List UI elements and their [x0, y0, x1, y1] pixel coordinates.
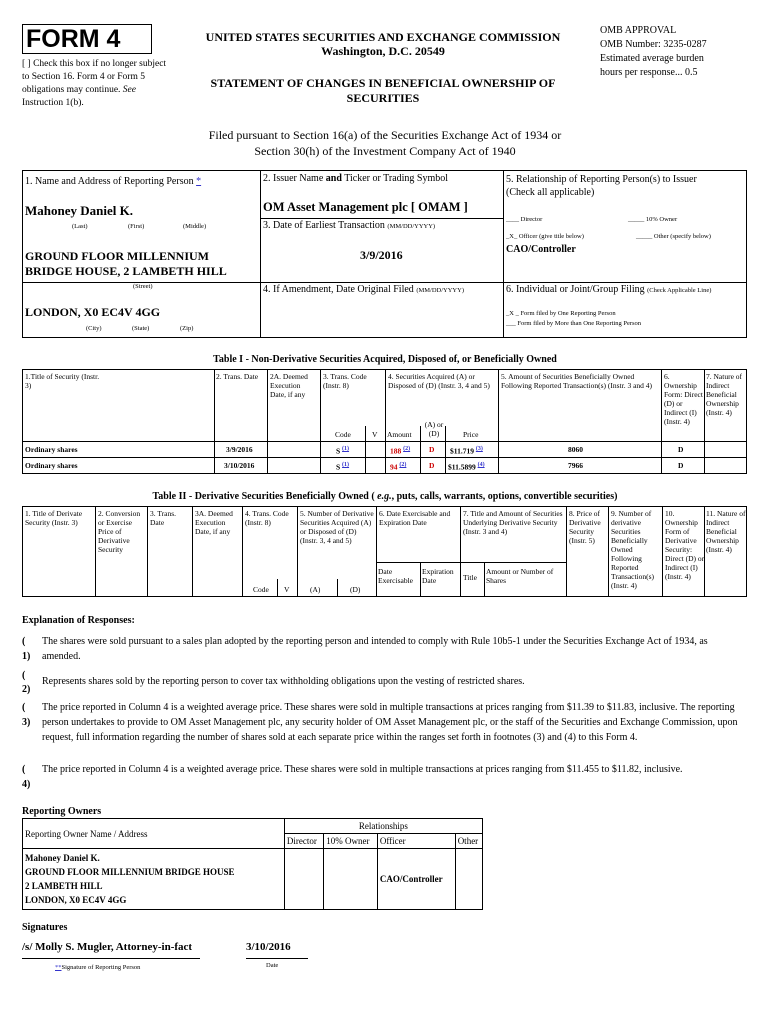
filed-line2: Section 30(h) of the Investment Company Act of 1940 [254, 144, 516, 158]
t2-sub-exp: Expiration Date [422, 567, 454, 585]
date-label: Date [266, 962, 279, 969]
owner-officer-title: CAO/Controller [377, 849, 455, 910]
note3-num: ( 3) [22, 702, 31, 728]
t1-h5: 5. Amount of Securities Beneficially Owned Following Reported Transaction(s) (Instr. 3 and 4) [501, 372, 653, 390]
checkbox-text: [ ] Check this box if no longer subject to Section 16. Form 4 or Form 5 obligations may continue. [22, 59, 167, 95]
street-line1: GROUND FLOOR MILLENNIUM [25, 249, 210, 263]
street-line2: BRIDGE HOUSE, 2 LAMBETH HILL [25, 264, 227, 278]
more-person-option: ___ Form filed by More than One Reporting Person [506, 320, 642, 327]
note1-num: ( 1) [22, 636, 31, 662]
city-label: (City) [86, 325, 102, 332]
signature-date: 3/10/2016 [246, 941, 291, 953]
t2-h8: 8. Price of Derivative Security (Instr. 5) [569, 509, 601, 545]
table2-title: Table II - Derivative Securities Beneficially Owned ( e.g., puts, calls, warrants, options, convertible securities) [152, 491, 618, 502]
t1-h3: 3. Trans. Code (Instr. 8) [323, 372, 367, 390]
t2-h4: 4. Trans. Code (Instr. 8) [245, 509, 289, 527]
street-label: (Street) [133, 283, 153, 290]
owners-table [22, 818, 483, 910]
t1-sub-ad: (A) or (D) [424, 420, 444, 438]
table1-title: Table I - Non-Derivative Securities Acquired, Disposed of, or Beneficially Owned [213, 354, 557, 365]
owners-col-director: Director [284, 834, 323, 849]
omb-hours: hours per response... 0.5 [600, 67, 698, 78]
last-label: (Last) [72, 223, 88, 230]
note2-num: ( 2) [22, 670, 31, 695]
omb-number: OMB Number: 3235-0287 [600, 39, 707, 50]
note2-text: Represents shares sold by the reporting person to cover tax withholding obligations upon the vesting of restricted shares. [42, 676, 525, 687]
owners-title: Reporting Owners [22, 806, 102, 817]
t2-h6: 6. Date Exercisable and Expiration Date [379, 509, 451, 527]
form-title: FORM 4 [26, 25, 121, 53]
issuer-name: OM Asset Management plc [ OMAM ] [263, 200, 468, 214]
t1-h2: 2. Trans. Date [216, 372, 259, 381]
owners-col-ten: 10% Owner [324, 834, 378, 849]
t2-sub-v: V [284, 585, 290, 594]
t1-sub-amount: Amount [387, 430, 412, 439]
middle-label: (Middle) [183, 223, 207, 230]
t1-h6: 6. Ownership Form: Direct (D) or Indirect (I) (Instr. 4) [664, 372, 703, 426]
t1-sub-code: Code [335, 430, 351, 439]
t2-h9: 9. Number of derivative Securities Beneficially Owned Following Reported Transaction(s) (Instr. 4) [611, 509, 655, 590]
t2-sub-d: (D) [350, 585, 361, 594]
officer-option: _X_ Officer (give title below) [506, 233, 584, 240]
t2-h1: 1. Title of Derivate Security (Instr. 3) [25, 509, 83, 527]
explanation-title: Explanation of Responses: [22, 615, 135, 626]
ten-pct-option: _____ 10% Owner [628, 216, 678, 223]
signature-label: **Signature of Reporting Person [55, 964, 141, 971]
t1-h7: 7. Nature of Indirect Beneficial Ownership (Instr. 4) [706, 372, 743, 417]
owners-col-officer: Officer [377, 834, 455, 849]
signer-name: /s/ Molly S. Mugler, Attorney-in-fact [22, 941, 193, 953]
zip-label: (Zip) [180, 325, 194, 332]
t2-h3a: 3A. Deemed Execution Date, if any [195, 509, 233, 536]
t2-sub-date-ex: Date Exercisable [378, 567, 413, 585]
note3-text: The price reported in Column 4 is a weighted average price. These shares were sold in multiple transactions at prices ranging from $11.39 to $11.83, inclusive. The reporting person undertakes to provide to OM Asset Management plc, any security holder of OM Asset Management plc, or the staff of the Securities and Exchange Commission, upon request, full information regarding the number of shares sold at each separate price within the ranges set forth in footnotes (3) and (4) to this Form 4. [42, 702, 738, 743]
owners-col-name: Reporting Owner Name / Address [23, 819, 285, 849]
filing-label: 6. Individual or Joint/Group Filing (Check Applicable Line) [506, 284, 712, 295]
sec-location: Washington, D.C. 20549 [321, 44, 445, 58]
earliest-date-label: 3. Date of Earliest Transaction (MM/DD/YYYY) [263, 220, 436, 231]
owners-col-other: Other [455, 834, 482, 849]
t2-h3: 3. Trans. Date [150, 509, 177, 527]
owner-address: Mahoney Daniel K. GROUND FLOOR MILLENNIUM BRIDGE HOUSE 2 LAMBETH HILL LONDON, X0 EC4V 4GG [23, 849, 285, 910]
instruction-text: Instruction 1(b). [22, 98, 84, 108]
see-text: See [122, 85, 136, 95]
t1-sub-price: Price [463, 430, 479, 439]
relationship-label: 5. Relationship of Reporting Person(s) to Issuer (Check all applicable) [506, 174, 697, 198]
t2-sub-title: Title [463, 573, 477, 582]
checkbox-notice [22, 58, 172, 110]
omb-title: OMB APPROVAL [600, 25, 677, 36]
t1-h4: 4. Securities Acquired (A) or Disposed of (D) (Instr. 3, 4 and 5) [388, 372, 490, 390]
omb-approval [600, 24, 707, 80]
t2-h7: 7. Title and Amount of Securities Underlying Derivative Security (Instr. 3 and 4) [463, 509, 563, 536]
filed-line1: Filed pursuant to Section 16(a) of the Securities Exchange Act of 1934 or [208, 128, 562, 142]
reporting-person-name: Mahoney Daniel K. [25, 203, 133, 218]
earliest-date: 3/9/2016 [360, 248, 403, 262]
t1-sub-v: V [372, 430, 378, 439]
signatures-title: Signatures [22, 922, 68, 933]
first-label: (First) [128, 223, 145, 230]
issuer-label: 2. Issuer Name and Ticker or Trading Symbol [263, 173, 449, 184]
statement-line1: STATEMENT OF CHANGES IN BENEFICIAL OWNERSHIP OF [210, 76, 556, 90]
t2-sub-amount: Amount or Number of Shares [486, 567, 554, 585]
omb-burden: Estimated average burden [600, 53, 704, 64]
statement-line2: SECURITIES [346, 91, 420, 105]
officer-title: CAO/Controller [506, 244, 576, 255]
city-line: LONDON, X0 EC4V 4GG [25, 305, 161, 319]
one-person-option: _X _ Form filed by One Reporting Person [506, 310, 616, 317]
amendment-label: 4. If Amendment, Date Original Filed (MM/DD/YYYY) [263, 284, 464, 295]
t2-h2: 2. Conversion or Exercise Price of Derivative Security [98, 509, 141, 554]
other-option: _____ Other (specify below) [636, 233, 711, 240]
t1-h1: 1.Title of Security (Instr. 3) [25, 372, 100, 390]
note1-text: The shares were sold pursuant to a sales plan adopted by the reporting person and intended to comply with Rule 10b5-1 under the Securities Exchange Act of 1934, as amended. [42, 636, 708, 662]
t2-sub-a: (A) [310, 585, 321, 594]
director-option: ____ Director [506, 216, 543, 223]
reporting-person-label: 1. Name and Address of Reporting Person * [25, 176, 202, 187]
owners-col-rel: Relationships [284, 819, 482, 834]
t2-sub-code: Code [253, 585, 269, 594]
t1-h2a: 2A. Deemed Execution Date, if any [270, 372, 308, 399]
t2-h5: 5. Number of Derivative Securities Acquired (A) or Disposed of (D) (Instr. 3, 4 and 5) [300, 509, 374, 545]
note4-text: The price reported in Column 4 is a weighted average price. These shares were sold in multiple transactions at prices ranging from $11.455 to $11.82, inclusive. [42, 764, 683, 775]
state-label: (State) [132, 325, 150, 332]
t2-h11: 11. Nature of Indirect Beneficial Ownership (Instr. 4) [706, 509, 746, 554]
sec-title: UNITED STATES SECURITIES AND EXCHANGE COMMISSION [205, 30, 561, 44]
note4-num: ( 4) [22, 764, 31, 790]
t2-h10: 10. Ownership Form of Derivative Security: Direct (D) or Indirect (I) (Instr. 4) [665, 509, 705, 581]
